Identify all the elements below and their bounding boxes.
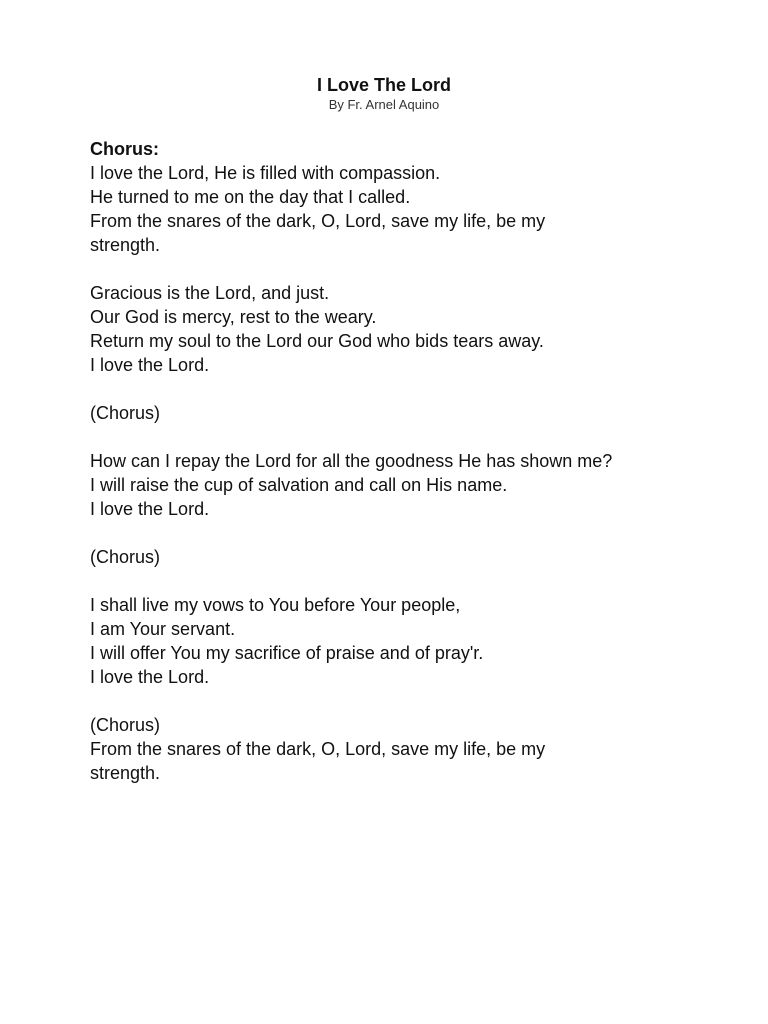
verse1-line: Return my soul to the Lord our God who bids tears away.: [90, 331, 544, 351]
chorus-refrain-3: (Chorus): [90, 715, 161, 735]
stanza-gap: [90, 521, 690, 545]
verse2-line: I love the Lord.: [90, 499, 210, 519]
song-author: By Fr. Arnel Aquino: [328, 97, 440, 112]
verse1-line: Gracious is the Lord, and just.: [90, 283, 330, 303]
chorus-refrain-2: (Chorus): [90, 547, 161, 567]
verse1-line: Our God is mercy, rest to the weary.: [90, 307, 377, 327]
stanza-gap: [90, 689, 690, 713]
song-title: I Love The Lord: [316, 75, 451, 95]
chorus-line: He turned to me on the day that I called.: [90, 187, 411, 207]
verse3-line: I will offer You my sacrifice of praise and of pray'r.: [90, 643, 484, 663]
stanza-gap: [90, 377, 690, 401]
stanza-gap: [90, 257, 690, 281]
chorus-heading: Chorus:: [90, 139, 159, 159]
verse2-line: How can I repay the Lord for all the goodness He has shown me?: [90, 451, 613, 471]
chorus-line: From the snares of the dark, O, Lord, save my life, be my: [90, 211, 546, 231]
ending-line: From the snares of the dark, O, Lord, save my life, be my: [90, 739, 546, 759]
verse2-line: I will raise the cup of salvation and call on His name.: [90, 475, 508, 495]
verse1-line: I love the Lord.: [90, 355, 210, 375]
chorus-line: I love the Lord, He is filled with compassion.: [90, 163, 441, 183]
verse3-line: I love the Lord.: [90, 667, 210, 687]
stanza-gap: [90, 569, 690, 593]
verse3-line: I am Your servant.: [90, 619, 236, 639]
chorus-line: strength.: [90, 235, 161, 255]
ending-line: strength.: [90, 763, 161, 783]
verse3-line: I shall live my vows to You before Your people,: [90, 595, 461, 615]
stanza-gap: [90, 425, 690, 449]
lyrics-body: [90, 137, 690, 785]
chorus-refrain-1: (Chorus): [90, 403, 161, 423]
